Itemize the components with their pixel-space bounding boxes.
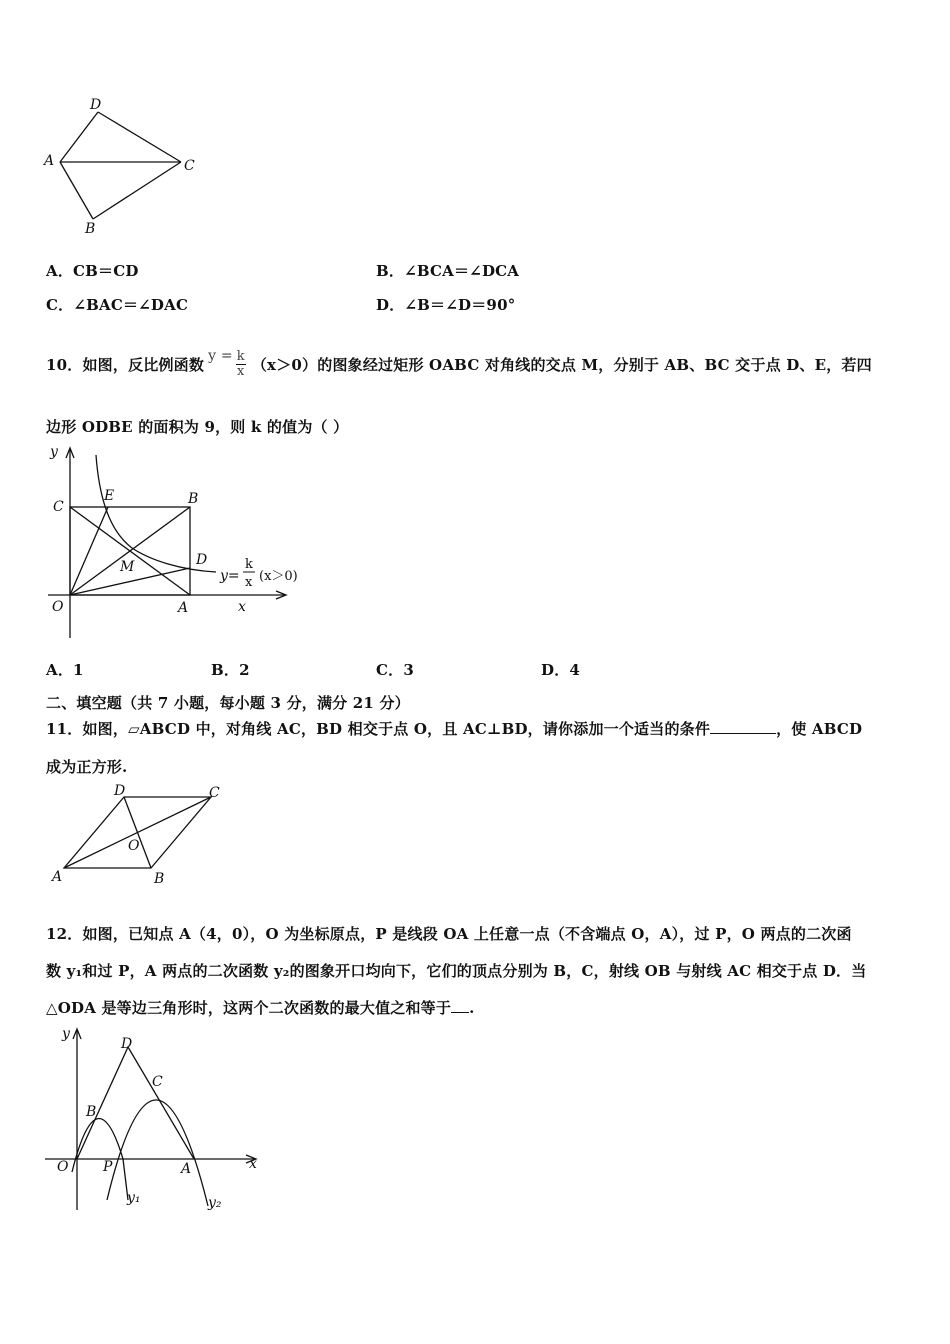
q11-stem-prefix: 11．如图，▱ABCD 中，对角线 AC，BD 相交于点 O，且 AC⊥BD，请你添加一个适当的条件 — [46, 720, 711, 738]
q10-stem-prefix: 10．如图，反比例函数 — [46, 355, 205, 374]
q11-stem-suffix: ，使 ABCD — [776, 720, 863, 738]
q11-figure — [46, 780, 236, 890]
q10-curve-label-num: k — [245, 557, 253, 572]
q12-label-d: D — [121, 1036, 133, 1052]
q12-stem-line1: 12．如图，已知点 A（4，0），O 为坐标原点，P 是线段 OA 上任意一点（不含端点 O，A），过 P，O 两点的二次函 — [46, 925, 852, 943]
q10-label-a: A — [178, 600, 189, 616]
q10-option-c: C．3 — [376, 661, 414, 679]
q11-stem-line2: 成为正方形. — [46, 758, 128, 776]
q12-label-b: B — [86, 1104, 97, 1120]
q10-curve-label-cond: (x＞0) — [259, 569, 298, 584]
q10-option-a: A．1 — [46, 661, 84, 679]
q12-label-c: C — [152, 1074, 163, 1090]
q9-option-d: D．∠B＝∠D＝90° — [376, 296, 516, 314]
q10-curve-label-lhs: y= — [220, 568, 240, 584]
q9-label-a: A — [44, 153, 55, 169]
q9-segment-bc — [93, 162, 181, 219]
q12-ray-od — [77, 1047, 128, 1159]
q12-label-y: y — [62, 1026, 70, 1042]
q12-label-y1: y₁ — [127, 1190, 141, 1206]
q11-answer-blank[interactable] — [710, 719, 776, 734]
q9-label-b: B — [85, 221, 96, 237]
q12-answer-blank[interactable] — [451, 998, 469, 1013]
q12-stem-line2: 数 y₁和过 P，A 两点的二次函数 y₂的图象开口均向下，它们的顶点分别为 B，C，射线 OB 与射线 AC 相交于点 D．当 — [46, 962, 867, 980]
q12-stem-line3 — [46, 997, 475, 1018]
q12-stem-line3-suffix: . — [469, 999, 475, 1017]
q11-label-o: O — [128, 838, 140, 854]
q10-label-x: x — [238, 599, 246, 615]
q11-diagonal-bd — [124, 797, 151, 868]
q10-label-b: B — [188, 491, 199, 507]
q9-segment-ab — [60, 162, 93, 219]
q10-curve-label-den: x — [245, 575, 253, 590]
q10-stem-line2: 边形 ODBE 的面积为 9，则 k 的值为（ ） — [46, 418, 349, 436]
q10-stem-suffix: （x＞0）的图象经过矩形 OABC 对角线的交点 M，分别于 AB、BC 交于点 D、E，若四 — [251, 355, 872, 374]
q10-label-o: O — [52, 599, 64, 615]
q10-figure — [40, 440, 320, 645]
q11-label-a: A — [52, 869, 63, 885]
q11-stem-line1 — [46, 718, 862, 739]
q10-option-b: B．2 — [211, 661, 250, 679]
q11-label-c: C — [209, 785, 220, 801]
q12-label-a: A — [181, 1161, 192, 1177]
q12-label-p: P — [103, 1159, 113, 1175]
q10-formula-fraction — [236, 350, 246, 379]
q10-option-d: D．4 — [541, 661, 581, 679]
section-heading: 二、填空题（共 7 小题，每小题 3 分，满分 21 分） — [46, 694, 410, 712]
q12-label-o: O — [57, 1159, 69, 1175]
q9-label-d: D — [90, 97, 102, 113]
q12-label-y2: y₂ — [208, 1195, 222, 1211]
q12-ray-ad — [128, 1047, 194, 1159]
q10-formula-denominator: x — [237, 363, 245, 379]
q10-stem-line1 — [46, 340, 872, 388]
q9-segment-dc — [98, 112, 181, 162]
q9-option-b: B．∠BCA＝∠DCA — [376, 262, 520, 280]
q9-figure — [40, 92, 210, 242]
q10-label-e: E — [104, 488, 115, 504]
q10-formula-lhs: y = — [208, 348, 233, 364]
q12-parabola-y2 — [107, 1100, 208, 1206]
q12-label-x: x — [249, 1156, 257, 1172]
q10-label-d: D — [196, 552, 208, 568]
q9-label-c: C — [184, 158, 195, 174]
q10-formula — [208, 350, 246, 379]
q9-option-a: A．CB＝CD — [46, 262, 139, 280]
q10-label-m: M — [120, 559, 135, 575]
q11-label-d: D — [114, 783, 126, 799]
q10-label-c: C — [53, 499, 64, 515]
q9-segment-ad — [60, 112, 98, 162]
q11-label-b: B — [154, 871, 165, 887]
q12-figure — [40, 1022, 270, 1217]
q12-stem-line3-prefix: △ODA 是等边三角形时，这两个二次函数的最大值之和等于 — [46, 999, 452, 1017]
q10-formula-numerator: k — [236, 348, 245, 364]
q10-label-y: y — [50, 444, 58, 460]
q9-option-c: C．∠BAC＝∠DAC — [46, 296, 189, 314]
